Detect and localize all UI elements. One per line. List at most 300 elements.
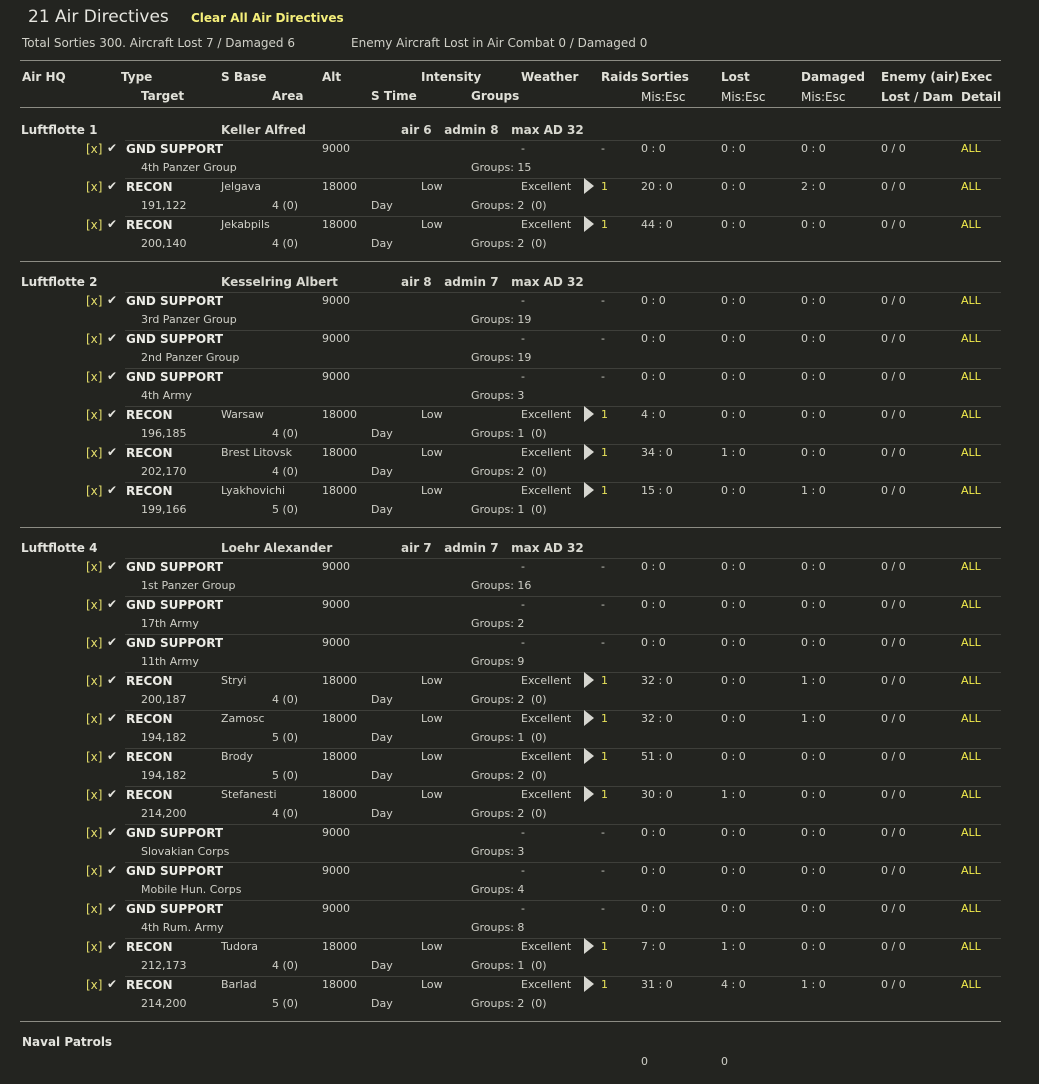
directive-alt: 9000 xyxy=(322,902,350,915)
naval-sorties: 0 xyxy=(641,1055,648,1068)
exec-detail-link[interactable]: ALL xyxy=(961,864,981,877)
play-icon[interactable] xyxy=(584,178,594,194)
row-divider xyxy=(125,786,1001,787)
directive-groups: Groups: 1 xyxy=(471,503,525,516)
play-icon[interactable] xyxy=(584,482,594,498)
directive-enemy: 0 / 0 xyxy=(881,636,906,649)
row-divider xyxy=(125,178,1001,179)
enemy-aircraft-summary: Enemy Aircraft Lost in Air Combat 0 / Damaged 0 xyxy=(351,36,648,50)
directive-alt: 18000 xyxy=(322,750,357,763)
air-hq-commander: Keller Alfred xyxy=(221,123,306,137)
directive-enabled-checkbox[interactable]: ✔ xyxy=(107,293,118,307)
directive-sorties: 15 : 0 xyxy=(641,484,673,497)
directive-groups-extra: (0) xyxy=(531,503,547,516)
directive-weather: Excellent xyxy=(521,180,572,193)
air-hq-stats: air 8 admin 7 max AD 32 xyxy=(401,275,584,289)
directive-s-time: Day xyxy=(371,465,393,478)
directive-type[interactable]: RECON xyxy=(126,788,173,802)
directive-groups: Groups: 2 xyxy=(471,807,525,820)
directive-target: 3rd Panzer Group xyxy=(141,313,237,326)
directive-groups-extra: (0) xyxy=(531,199,547,212)
directive-sorties: 32 : 0 xyxy=(641,674,673,687)
directive-intensity: Low xyxy=(421,408,443,421)
row-divider xyxy=(125,140,1001,141)
directive-enemy: 0 / 0 xyxy=(881,978,906,991)
directive-target: 4th Panzer Group xyxy=(141,161,237,174)
play-icon[interactable] xyxy=(584,672,594,688)
directive-raids: - xyxy=(601,864,605,877)
directive-weather: Excellent xyxy=(521,978,572,991)
directive-enabled-checkbox[interactable]: ✔ xyxy=(107,749,118,763)
remove-directive-button[interactable]: [x] xyxy=(86,712,103,726)
remove-directive-button[interactable]: [x] xyxy=(86,750,103,764)
directive-type[interactable]: GND SUPPORT xyxy=(126,864,224,878)
directive-target: 214,200 xyxy=(141,997,187,1010)
directive-enemy: 0 / 0 xyxy=(881,180,906,193)
directive-s-time: Day xyxy=(371,959,393,972)
exec-detail-link[interactable]: ALL xyxy=(961,446,981,459)
directive-base: Tudora xyxy=(221,940,258,953)
directive-type[interactable]: RECON xyxy=(126,180,173,194)
row-divider xyxy=(125,406,1001,407)
directive-enabled-checkbox[interactable]: ✔ xyxy=(107,787,118,801)
exec-detail-link[interactable]: ALL xyxy=(961,180,981,193)
header-divider xyxy=(20,60,1001,61)
row-divider xyxy=(125,558,1001,559)
directive-raids: 1 xyxy=(601,674,608,687)
directive-enabled-checkbox[interactable]: ✔ xyxy=(107,331,118,345)
directive-enabled-checkbox[interactable]: ✔ xyxy=(107,711,118,725)
remove-directive-button[interactable]: [x] xyxy=(86,902,103,916)
directive-enabled-checkbox[interactable]: ✔ xyxy=(107,673,118,687)
directive-groups: Groups: 19 xyxy=(471,351,532,364)
directive-raids: - xyxy=(601,332,605,345)
directive-damaged: 0 : 0 xyxy=(801,142,826,155)
directive-type[interactable]: RECON xyxy=(126,712,173,726)
directive-type[interactable]: RECON xyxy=(126,940,173,954)
remove-directive-button[interactable]: [x] xyxy=(86,636,103,650)
exec-detail-link[interactable]: ALL xyxy=(961,408,981,421)
air-hq-name[interactable]: Luftflotte 2 xyxy=(21,275,98,289)
col-damaged-sub: Mis:Esc xyxy=(801,90,846,104)
air-hq-commander: Loehr Alexander xyxy=(221,541,333,555)
directive-raids: 1 xyxy=(601,940,608,953)
row-divider xyxy=(125,216,1001,217)
exec-detail-link[interactable]: ALL xyxy=(961,788,981,801)
directive-base: Brest Litovsk xyxy=(221,446,292,459)
directive-groups: Groups: 15 xyxy=(471,161,532,174)
directive-s-time: Day xyxy=(371,503,393,516)
air-hq-commander: Kesselring Albert xyxy=(221,275,338,289)
directive-enemy: 0 / 0 xyxy=(881,370,906,383)
directive-s-time: Day xyxy=(371,769,393,782)
directive-raids: 1 xyxy=(601,978,608,991)
clear-all-directives-button[interactable]: Clear All Air Directives xyxy=(191,11,344,25)
directive-intensity: Low xyxy=(421,484,443,497)
directive-weather: - xyxy=(521,636,525,649)
directive-weather: Excellent xyxy=(521,712,572,725)
directive-sorties: 51 : 0 xyxy=(641,750,673,763)
directive-area: 4 (0) xyxy=(272,807,299,820)
directive-lost: 0 : 0 xyxy=(721,826,746,839)
directive-enabled-checkbox[interactable]: ✔ xyxy=(107,483,118,497)
directive-lost: 0 : 0 xyxy=(721,332,746,345)
directive-intensity: Low xyxy=(421,712,443,725)
directive-enemy: 0 / 0 xyxy=(881,940,906,953)
exec-detail-link[interactable]: ALL xyxy=(961,142,981,155)
directive-target: 212,173 xyxy=(141,959,187,972)
directive-alt: 18000 xyxy=(322,940,357,953)
directive-enabled-checkbox[interactable]: ✔ xyxy=(107,939,118,953)
remove-directive-button[interactable]: [x] xyxy=(86,446,103,460)
col-sorties-sub: Mis:Esc xyxy=(641,90,686,104)
directive-raids: - xyxy=(601,560,605,573)
directive-area: 4 (0) xyxy=(272,427,299,440)
directive-intensity: Low xyxy=(421,218,443,231)
exec-detail-link[interactable]: ALL xyxy=(961,484,981,497)
row-divider xyxy=(125,330,1001,331)
directive-enabled-checkbox[interactable]: ✔ xyxy=(107,407,118,421)
directive-enemy: 0 / 0 xyxy=(881,598,906,611)
directive-groups: Groups: 16 xyxy=(471,579,532,592)
directive-raids: - xyxy=(601,294,605,307)
directive-groups: Groups: 2 xyxy=(471,237,525,250)
directive-target: 191,122 xyxy=(141,199,187,212)
directive-base: Zamosc xyxy=(221,712,265,725)
directive-s-time: Day xyxy=(371,731,393,744)
directive-lost: 0 : 0 xyxy=(721,712,746,725)
naval-lost: 0 xyxy=(721,1055,728,1068)
directive-intensity: Low xyxy=(421,940,443,953)
directive-type[interactable]: RECON xyxy=(126,408,173,422)
remove-directive-button[interactable]: [x] xyxy=(86,978,103,992)
directive-sorties: 0 : 0 xyxy=(641,902,666,915)
directive-enabled-checkbox[interactable]: ✔ xyxy=(107,977,118,991)
directive-enemy: 0 / 0 xyxy=(881,864,906,877)
directive-weather: Excellent xyxy=(521,674,572,687)
directive-enemy: 0 / 0 xyxy=(881,902,906,915)
directive-area: 5 (0) xyxy=(272,731,299,744)
directive-alt: 9000 xyxy=(322,142,350,155)
play-icon[interactable] xyxy=(584,710,594,726)
directive-base: Stefanesti xyxy=(221,788,277,801)
directive-target: 4th Army xyxy=(141,389,192,402)
col-alt: Alt xyxy=(322,70,342,84)
air-hq-divider xyxy=(20,1021,1001,1022)
directive-enemy: 0 / 0 xyxy=(881,750,906,763)
directive-damaged: 0 : 0 xyxy=(801,750,826,763)
directive-s-time: Day xyxy=(371,427,393,440)
col-groups: Groups xyxy=(471,89,520,103)
row-divider xyxy=(125,368,1001,369)
remove-directive-button[interactable]: [x] xyxy=(86,598,103,612)
directive-groups-extra: (0) xyxy=(531,731,547,744)
exec-detail-link[interactable]: ALL xyxy=(961,560,981,573)
directive-groups: Groups: 3 xyxy=(471,389,525,402)
directive-groups: Groups: 3 xyxy=(471,845,525,858)
directive-sorties: 4 : 0 xyxy=(641,408,666,421)
directive-sorties: 32 : 0 xyxy=(641,712,673,725)
directive-lost: 0 : 0 xyxy=(721,636,746,649)
exec-detail-link[interactable]: ALL xyxy=(961,978,981,991)
col-target: Target xyxy=(141,89,185,103)
directive-groups: Groups: 19 xyxy=(471,313,532,326)
play-icon[interactable] xyxy=(584,976,594,992)
exec-detail-link[interactable]: ALL xyxy=(961,636,981,649)
play-icon[interactable] xyxy=(584,748,594,764)
directive-type[interactable]: GND SUPPORT xyxy=(126,826,224,840)
remove-directive-button[interactable]: [x] xyxy=(86,180,103,194)
directive-enabled-checkbox[interactable]: ✔ xyxy=(107,141,118,155)
directive-enabled-checkbox[interactable]: ✔ xyxy=(107,635,118,649)
directive-damaged: 1 : 0 xyxy=(801,978,826,991)
directive-weather: - xyxy=(521,370,525,383)
directive-damaged: 0 : 0 xyxy=(801,218,826,231)
directive-type[interactable]: GND SUPPORT xyxy=(126,294,224,308)
directive-target: 194,182 xyxy=(141,769,187,782)
col-raids: Raids xyxy=(601,70,639,84)
directive-raids: 1 xyxy=(601,750,608,763)
directive-groups: Groups: 2 xyxy=(471,199,525,212)
directive-alt: 9000 xyxy=(322,826,350,839)
directive-weather: Excellent xyxy=(521,408,572,421)
row-divider xyxy=(125,976,1001,977)
directive-target: 17th Army xyxy=(141,617,199,630)
col-exec-sub: Detail xyxy=(961,90,1002,104)
directive-damaged: 0 : 0 xyxy=(801,332,826,345)
directive-type[interactable]: GND SUPPORT xyxy=(126,560,224,574)
directive-type[interactable]: GND SUPPORT xyxy=(126,902,224,916)
remove-directive-button[interactable]: [x] xyxy=(86,370,103,384)
directive-weather: - xyxy=(521,560,525,573)
col-exec: Exec xyxy=(961,70,993,84)
directive-groups-extra: (0) xyxy=(531,693,547,706)
exec-detail-link[interactable]: ALL xyxy=(961,598,981,611)
directive-alt: 9000 xyxy=(322,370,350,383)
exec-detail-link[interactable]: ALL xyxy=(961,370,981,383)
directive-sorties: 7 : 0 xyxy=(641,940,666,953)
directive-type[interactable]: RECON xyxy=(126,484,173,498)
directive-lost: 1 : 0 xyxy=(721,788,746,801)
directive-enabled-checkbox[interactable]: ✔ xyxy=(107,901,118,915)
row-divider xyxy=(125,938,1001,939)
directive-lost: 0 : 0 xyxy=(721,484,746,497)
directive-area: 4 (0) xyxy=(272,959,299,972)
row-divider xyxy=(125,482,1001,483)
exec-detail-link[interactable]: ALL xyxy=(961,674,981,687)
play-icon[interactable] xyxy=(584,406,594,422)
directive-weather: - xyxy=(521,332,525,345)
directive-weather: Excellent xyxy=(521,484,572,497)
directive-alt: 18000 xyxy=(322,180,357,193)
page-title: 21 Air Directives xyxy=(28,7,169,27)
air-hq-name[interactable]: Luftflotte 1 xyxy=(21,123,98,137)
remove-directive-button[interactable]: [x] xyxy=(86,218,103,232)
directive-sorties: 0 : 0 xyxy=(641,370,666,383)
directive-enabled-checkbox[interactable]: ✔ xyxy=(107,863,118,877)
directive-sorties: 0 : 0 xyxy=(641,142,666,155)
directive-raids: - xyxy=(601,636,605,649)
exec-detail-link[interactable]: ALL xyxy=(961,712,981,725)
directive-damaged: 0 : 0 xyxy=(801,408,826,421)
exec-detail-link[interactable]: ALL xyxy=(961,750,981,763)
directive-type[interactable]: GND SUPPORT xyxy=(126,332,224,346)
remove-directive-button[interactable]: [x] xyxy=(86,826,103,840)
directive-enemy: 0 / 0 xyxy=(881,826,906,839)
exec-detail-link[interactable]: ALL xyxy=(961,332,981,345)
directive-area: 4 (0) xyxy=(272,237,299,250)
directive-damaged: 0 : 0 xyxy=(801,370,826,383)
directive-alt: 9000 xyxy=(322,636,350,649)
directive-type[interactable]: RECON xyxy=(126,750,173,764)
row-divider xyxy=(125,444,1001,445)
directive-weather: - xyxy=(521,294,525,307)
directive-sorties: 0 : 0 xyxy=(641,294,666,307)
directive-damaged: 0 : 0 xyxy=(801,636,826,649)
directive-enemy: 0 / 0 xyxy=(881,332,906,345)
directive-raids: - xyxy=(601,826,605,839)
col-type: Type xyxy=(121,70,153,84)
row-divider xyxy=(125,862,1001,863)
directive-intensity: Low xyxy=(421,180,443,193)
remove-directive-button[interactable]: [x] xyxy=(86,560,103,574)
air-hq-divider xyxy=(20,261,1001,262)
play-icon[interactable] xyxy=(584,938,594,954)
directive-raids: - xyxy=(601,370,605,383)
directive-enemy: 0 / 0 xyxy=(881,142,906,155)
directive-area: 5 (0) xyxy=(272,503,299,516)
directive-enabled-checkbox[interactable]: ✔ xyxy=(107,179,118,193)
directive-type[interactable]: GND SUPPORT xyxy=(126,598,224,612)
directive-damaged: 2 : 0 xyxy=(801,180,826,193)
directive-enabled-checkbox[interactable]: ✔ xyxy=(107,597,118,611)
directive-damaged: 0 : 0 xyxy=(801,826,826,839)
directive-s-time: Day xyxy=(371,807,393,820)
remove-directive-button[interactable]: [x] xyxy=(86,788,103,802)
directive-damaged: 0 : 0 xyxy=(801,940,826,953)
play-icon[interactable] xyxy=(584,444,594,460)
row-divider xyxy=(125,824,1001,825)
directive-enemy: 0 / 0 xyxy=(881,712,906,725)
directive-base: Brody xyxy=(221,750,254,763)
play-icon[interactable] xyxy=(584,216,594,232)
directive-type[interactable]: GND SUPPORT xyxy=(126,142,224,156)
directive-area: 4 (0) xyxy=(272,465,299,478)
directive-lost: 0 : 0 xyxy=(721,218,746,231)
row-divider xyxy=(125,292,1001,293)
directive-weather: - xyxy=(521,826,525,839)
remove-directive-button[interactable]: [x] xyxy=(86,484,103,498)
directive-enabled-checkbox[interactable]: ✔ xyxy=(107,217,118,231)
directive-enabled-checkbox[interactable]: ✔ xyxy=(107,445,118,459)
exec-detail-link[interactable]: ALL xyxy=(961,902,981,915)
air-hq-name[interactable]: Luftflotte 4 xyxy=(21,541,98,555)
directive-target: 200,187 xyxy=(141,693,187,706)
directive-sorties: 20 : 0 xyxy=(641,180,673,193)
directive-raids: - xyxy=(601,142,605,155)
directive-alt: 18000 xyxy=(322,674,357,687)
directive-groups: Groups: 2 xyxy=(471,617,525,630)
directive-target: 202,170 xyxy=(141,465,187,478)
directive-enemy: 0 / 0 xyxy=(881,560,906,573)
directive-weather: Excellent xyxy=(521,218,572,231)
directive-sorties: 0 : 0 xyxy=(641,864,666,877)
directive-groups: Groups: 2 xyxy=(471,997,525,1010)
directive-lost: 0 : 0 xyxy=(721,180,746,193)
remove-directive-button[interactable]: [x] xyxy=(86,142,103,156)
directive-groups-extra: (0) xyxy=(531,807,547,820)
directive-groups-extra: (0) xyxy=(531,997,547,1010)
directive-lost: 0 : 0 xyxy=(721,674,746,687)
row-divider xyxy=(125,900,1001,901)
exec-detail-link[interactable]: ALL xyxy=(961,218,981,231)
directive-weather: Excellent xyxy=(521,788,572,801)
directive-enabled-checkbox[interactable]: ✔ xyxy=(107,369,118,383)
directive-raids: 1 xyxy=(601,180,608,193)
directive-type[interactable]: RECON xyxy=(126,218,173,232)
remove-directive-button[interactable]: [x] xyxy=(86,940,103,954)
directive-sorties: 0 : 0 xyxy=(641,598,666,611)
directive-raids: 1 xyxy=(601,712,608,725)
directive-enemy: 0 / 0 xyxy=(881,294,906,307)
directive-enemy: 0 / 0 xyxy=(881,788,906,801)
directive-intensity: Low xyxy=(421,674,443,687)
remove-directive-button[interactable]: [x] xyxy=(86,674,103,688)
directive-groups: Groups: 4 xyxy=(471,883,525,896)
directive-s-time: Day xyxy=(371,237,393,250)
directive-type[interactable]: GND SUPPORT xyxy=(126,636,224,650)
remove-directive-button[interactable]: [x] xyxy=(86,408,103,422)
directive-damaged: 0 : 0 xyxy=(801,294,826,307)
directive-lost: 0 : 0 xyxy=(721,864,746,877)
directive-lost: 0 : 0 xyxy=(721,560,746,573)
remove-directive-button[interactable]: [x] xyxy=(86,294,103,308)
directive-type[interactable]: RECON xyxy=(126,674,173,688)
directive-target: 214,200 xyxy=(141,807,187,820)
directive-base: Jekabpils xyxy=(221,218,270,231)
directive-lost: 0 : 0 xyxy=(721,598,746,611)
col-intensity: Intensity xyxy=(421,70,482,84)
exec-detail-link[interactable]: ALL xyxy=(961,940,981,953)
column-header-divider xyxy=(20,107,1001,108)
col-lost: Lost xyxy=(721,70,750,84)
remove-directive-button[interactable]: [x] xyxy=(86,864,103,878)
directive-intensity: Low xyxy=(421,750,443,763)
directive-enabled-checkbox[interactable]: ✔ xyxy=(107,559,118,573)
directive-raids: 1 xyxy=(601,484,608,497)
directive-weather: - xyxy=(521,142,525,155)
exec-detail-link[interactable]: ALL xyxy=(961,826,981,839)
directive-raids: 1 xyxy=(601,788,608,801)
directive-enabled-checkbox[interactable]: ✔ xyxy=(107,825,118,839)
directive-type[interactable]: RECON xyxy=(126,978,173,992)
directive-weather: - xyxy=(521,598,525,611)
col-damaged: Damaged xyxy=(801,70,865,84)
play-icon[interactable] xyxy=(584,786,594,802)
directive-sorties: 0 : 0 xyxy=(641,560,666,573)
directive-enemy: 0 / 0 xyxy=(881,674,906,687)
directive-type[interactable]: RECON xyxy=(126,446,173,460)
directive-intensity: Low xyxy=(421,978,443,991)
directive-lost: 0 : 0 xyxy=(721,408,746,421)
row-divider xyxy=(125,710,1001,711)
air-hq-stats: air 6 admin 8 max AD 32 xyxy=(401,123,584,137)
remove-directive-button[interactable]: [x] xyxy=(86,332,103,346)
exec-detail-link[interactable]: ALL xyxy=(961,294,981,307)
directive-groups: Groups: 2 xyxy=(471,769,525,782)
directive-alt: 9000 xyxy=(322,332,350,345)
directive-type[interactable]: GND SUPPORT xyxy=(126,370,224,384)
